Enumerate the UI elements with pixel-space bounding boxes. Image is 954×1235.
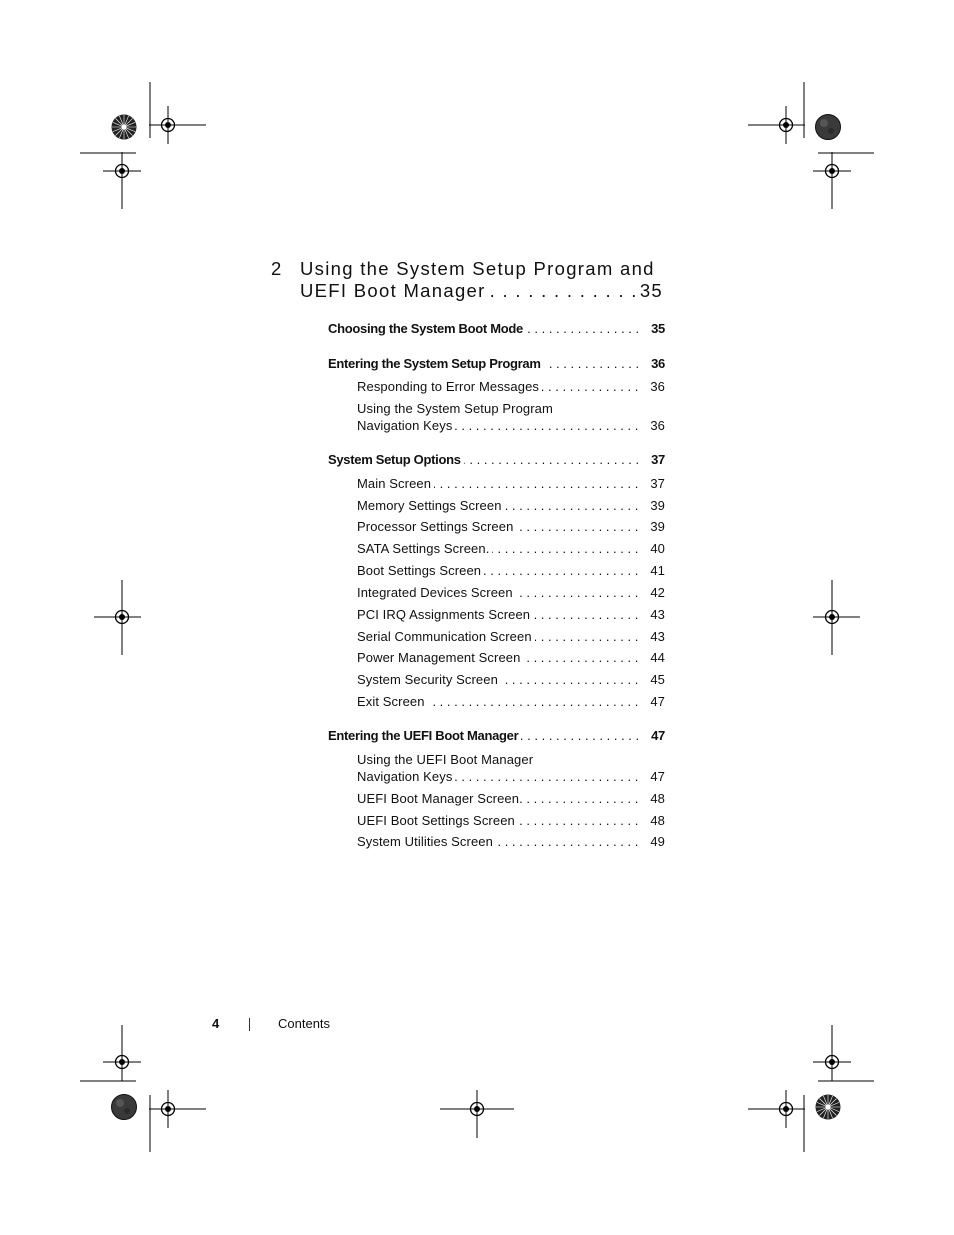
toc-entry-page: 43 xyxy=(650,607,665,622)
toc-entry-page: 36 xyxy=(650,379,665,394)
toc-entry-main-screen[interactable] xyxy=(357,475,665,492)
dot-leader xyxy=(526,320,639,337)
chapter-page: 35 xyxy=(639,280,663,301)
dot-leader xyxy=(542,378,638,395)
footer-divider xyxy=(249,1018,250,1031)
toc-entry-title: Processor Settings Screen xyxy=(357,519,514,534)
toc-entry-page: 45 xyxy=(650,672,665,687)
toc-entry-page: 39 xyxy=(650,498,665,513)
toc-entry-page: 37 xyxy=(650,476,665,491)
dot-leader xyxy=(455,768,638,785)
toc-entry-title: UEFI Boot Settings Screen xyxy=(357,813,515,828)
toc-entry-title: Responding to Error Messages xyxy=(357,379,540,394)
toc-entry-page: 41 xyxy=(650,563,665,578)
toc-entry-processor-settings[interactable] xyxy=(357,518,665,535)
toc-entry-title: Serial Communication Screen xyxy=(357,629,532,644)
toc-entry-page: 44 xyxy=(650,650,665,665)
dot-leader xyxy=(496,833,638,850)
chapter-title-line1: Using the System Setup Program and xyxy=(300,258,655,279)
toc-entry-title: System Utilities Screen xyxy=(357,834,493,849)
footer-section-label: Contents xyxy=(278,1016,331,1031)
toc-entry-system-security[interactable] xyxy=(357,671,665,688)
toc-entry-power-management[interactable] xyxy=(357,649,665,666)
chapter-number: 2 xyxy=(271,258,283,279)
dot-leader xyxy=(492,540,638,557)
toc-entry-integrated-devices[interactable] xyxy=(357,584,665,601)
toc-entry-title: Main Screen xyxy=(357,476,432,491)
toc-entry-title: Boot Settings Screen xyxy=(357,563,482,578)
toc-entry-title: SATA Settings Screen. xyxy=(357,541,490,556)
dot-leader xyxy=(455,417,638,434)
dot-leader xyxy=(526,790,639,807)
toc-entry-page: 36 xyxy=(651,356,665,371)
toc-entry-page: 36 xyxy=(650,418,665,433)
toc-entry-page: 48 xyxy=(650,791,665,806)
toc-entry-page: 49 xyxy=(650,834,665,849)
toc-entry-title: PCI IRQ Assignments Screen xyxy=(357,607,531,622)
toc-entry-page: 39 xyxy=(650,519,665,534)
dot-leader xyxy=(484,562,638,579)
toc-entry-uefi-navigation-keys[interactable] xyxy=(357,768,665,785)
toc-entry-pci-irq[interactable] xyxy=(357,606,665,623)
dot-leader xyxy=(490,280,636,302)
toc-entry-page: 35 xyxy=(651,321,665,336)
toc-entry-exit-screen[interactable] xyxy=(357,693,665,710)
toc-entry-entering-setup[interactable] xyxy=(328,355,665,372)
toc-entry-page: 37 xyxy=(651,452,665,467)
dot-leader xyxy=(428,693,639,710)
toc-entry-error-messages[interactable] xyxy=(357,378,665,395)
toc-entry-page: 43 xyxy=(650,629,665,644)
dot-leader xyxy=(544,355,640,372)
toc-entry-title: Integrated Devices Screen xyxy=(357,585,513,600)
toc-entry-title-line2: Navigation Keys xyxy=(357,418,453,433)
toc-entry-title: System Security Screen xyxy=(357,672,498,687)
toc-entry-title: Exit Screen xyxy=(357,694,425,709)
toc-entry-title: Entering the UEFI Boot Manager xyxy=(328,728,519,743)
toc-entry-title: Memory Settings Screen xyxy=(357,498,502,513)
dot-leader xyxy=(464,451,639,468)
toc-entry-setup-options[interactable] xyxy=(328,451,665,468)
toc-entry-serial-communication[interactable] xyxy=(357,628,665,645)
toc-entry-title-line2: Navigation Keys xyxy=(357,769,453,784)
toc-entry-memory-settings[interactable] xyxy=(357,497,665,514)
dot-leader xyxy=(533,606,638,623)
dot-leader xyxy=(523,649,638,666)
dot-leader xyxy=(516,518,638,535)
toc-entry-boot-settings[interactable] xyxy=(357,562,665,579)
toc-entry-title: Entering the System Setup Program xyxy=(328,356,541,371)
toc-entry-choosing-boot-mode[interactable] xyxy=(328,320,665,337)
toc-entry-title: Choosing the System Boot Mode xyxy=(328,321,523,336)
toc-entry-title-line1[interactable]: Using the UEFI Boot Manager xyxy=(357,752,534,767)
dot-leader xyxy=(505,497,639,514)
dot-leader xyxy=(535,628,639,645)
toc-entry-title: System Setup Options xyxy=(328,452,461,467)
toc-entry-uefi-boot-settings[interactable] xyxy=(357,812,665,829)
toc-entry-page: 42 xyxy=(650,585,665,600)
toc-entry-uefi-boot-manager-screen[interactable] xyxy=(357,790,665,807)
dot-leader xyxy=(501,671,638,688)
toc-entry-page: 47 xyxy=(650,694,665,709)
toc-entry-page: 47 xyxy=(651,728,665,743)
dot-leader xyxy=(518,812,638,829)
toc-entry-page: 40 xyxy=(650,541,665,556)
toc-entry-title: Power Management Screen xyxy=(357,650,521,665)
dot-leader xyxy=(434,475,638,492)
footer-page-number: 4 xyxy=(212,1016,220,1031)
dot-leader xyxy=(516,584,639,601)
toc-entry-title: UEFI Boot Manager Screen. xyxy=(357,791,523,806)
dot-leader xyxy=(521,727,639,744)
toc-entry-page: 47 xyxy=(650,769,665,784)
chapter-title-line2: UEFI Boot Manager xyxy=(300,280,486,301)
toc-entry-setup-navigation-keys[interactable] xyxy=(357,417,665,434)
toc-entry-entering-uefi[interactable] xyxy=(328,727,665,744)
toc-entry-page: 48 xyxy=(650,813,665,828)
toc-entry-system-utilities[interactable] xyxy=(357,833,665,850)
toc-entry-title-line1[interactable]: Using the System Setup Program xyxy=(357,401,553,416)
toc-entry-sata-settings[interactable] xyxy=(357,540,665,557)
